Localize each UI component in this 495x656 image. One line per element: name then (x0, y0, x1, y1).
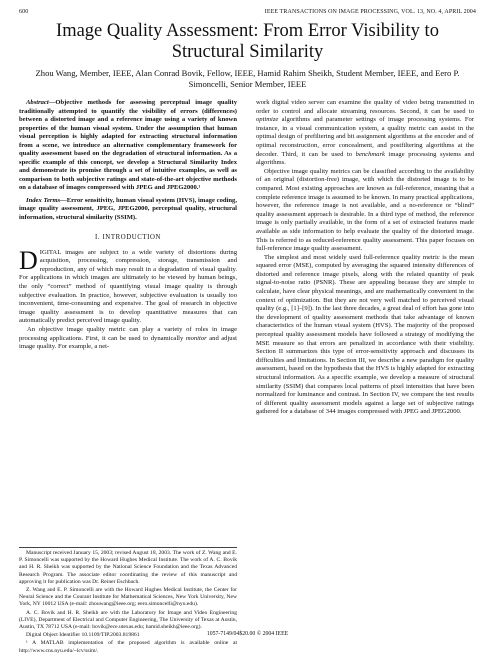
intro-paragraph-1-text: IGITAL images are subject to a wide variety of distortions during acquisition, processing, compression, storage, transmission and reproduction, any of which may result in a degradation of visual quality. For applications in which images are ultimately to be viewed by human beings, the only “correct” method of quantifying visual image quality is through subjective evaluation. In practice, however, subjective evaluation is usually too inconvenient, time-consuming and expensive. The goal of research in objective image quality assessment is to develop quantitative measures that can automatically predict perceived image quality. (19, 248, 237, 325)
index-terms-label: Index Terms— (26, 196, 67, 204)
section-heading-introduction: I. INTRODUCTION (94, 234, 161, 241)
footnote-rule (19, 547, 237, 548)
right-paragraph-2: Objective image quality metrics can be classified according to the availability of an original (distortion-free) image, with which the distorted image is to be compared. Most existing approaches are known as full-reference, meaning that a complete reference image is assumed to be known. In many practical applications, however, the reference image is not available, and a no-reference or “blind” quality assessment approach is desirable. In a third type of method, the reference image is only partially available, in the form of a set of extracted features made available as side information to help evaluate the quality of the distorted image. This is referred to as reduced-reference quality assessment. This paper focuses on full-reference image quality assessment. (256, 167, 474, 253)
author-list: Zhou Wang, Member, IEEE, Alan Conrad Bovik, Fellow, IEEE, Hamid Rahim Sheikh, Student Member, IEEE, and Eero P. Simoncelli, Senior Member, IEEE (35, 68, 460, 89)
index-terms (19, 197, 237, 223)
matlab-footnote: ¹ A MATLAB implementation of the proposed algorithm is available online at http://www.cns.nyu.edu/~lcv/ssim/. (19, 640, 237, 654)
right-paragraph-1: work digital video server can examine the quality of video being transmitted in order to control and allocate streaming resources. Second, it can be used to optimize algorithms and parameter settings of image processing systems. For instance, in a visual communication system, a quality metric can assist in the optimal design of prefiltering and bit assignment algorithms at the encoder and of optimal reconstruction, error concealment, and postfiltering algorithms at the decoder. Third, it can be used to benchmark image processing systems and algorithms. (256, 99, 474, 167)
abstract (19, 99, 237, 193)
running-header (19, 9, 476, 19)
copyright-footer: 1057-7149/04$20.00 © 2004 IEEE (206, 631, 289, 637)
paper-title: Image Quality Assessment: From Error Visibility to Structural Similarity (56, 21, 439, 62)
abstract-label: Abstract— (26, 99, 56, 106)
affiliation-note-1: Z. Wang and E. P. Simoncelli are with the Howard Hughes Medical Institute, the Center for Neural Science and the Courant Institute for Mathematical Sciences, New York University, New York, NY 10012 USA (e-mail: zhouwang@ieee.org; eero.simoncelli@nyu.edu). (19, 587, 237, 608)
intro-paragraph-1 (19, 245, 237, 326)
drop-cap: D (19, 245, 38, 275)
left-column (19, 99, 237, 352)
page-number: 600 (19, 9, 29, 15)
index-terms-text: Error sensitivity, human visual system (HVS), image coding, image quality assessment, JPEG, JPEG2000, perceptual quality, structural information, structural similarity (SSIM). (19, 196, 237, 221)
right-paragraph-3: The simplest and most widely used full-reference quality metric is the mean squared error (MSE), computed by averaging the squared intensity differences of distorted and reference image pixels, along with the related quantity of peak signal-to-noise ratio (PSNR). These are appealing because they are simple to calculate, have clear physical meanings, and are mathematically convenient in the context of optimization. But they are not very well matched to perceived visual quality (e.g., [1]–[9]). In the last three decades, a great deal of effort has gone into the development of quality assessment methods that take advantage of known characteristics of the human visual system (HVS). The majority of the proposed perceptual quality assessment models have followed a strategy of modifying the MSE measure so that errors are penalized in accordance with their visibility. Section II summarizes this type of error-sensitivity approach and discusses its difficulties and limitations. In Section III, we describe a new paradigm for quality assessment, based on the hypothesis that the HVS is highly adapted for extracting structural information. As a specific example, we develop a measure of structural similarity (SSIM) that compares local patterns of pixel intensities that have been normalized for luminance and contrast. In Section IV, we compare the test results of different quality assessment models against a large set of subjective ratings gathered for a database of 344 images compressed with JPEG and JPEG2000. (256, 253, 474, 416)
intro-paragraph-2: An objective image quality metric can play a variety of roles in image processing applications. First, it can be used to dynamically monitor and adjust image quality. For example, a net- (19, 325, 237, 351)
doi-note: Digital Object Identifier 10.1109/TIP.2003.819861 (26, 632, 140, 639)
affiliation-note-2: A. C. Bovik and H. R. Sheikh are with the Laboratory for Image and Video Engineering (LIVE), Department of Electrical and Computer Engineering, The University of Texas at Austin, Austin, TX 78712 USA (e-mail: bovik@ece.utexas.edu; hamid.sheikh@ieee.org). (19, 609, 237, 631)
right-column (256, 99, 474, 417)
abstract-text: Objective methods for assessing perceptual image quality traditionally attempted to quantify the visibility of errors (differences) between a distorted image and a reference image using a variety of known properties of the human visual system. Under the assumption that human visual perception is highly adapted for extracting structural information from a scene, we introduce an alternative complementary framework for quality assessment based on the degradation of structural information. As a specific example of this concept, we develop a Structural Similarity Index and demonstrate its promise through a set of intuitive examples, as well as comparison to both subjective ratings and state-of-the-art objective methods on a database of images compressed with JPEG and JPEG2000.¹ (19, 99, 237, 191)
journal-title: IEEE TRANSACTIONS ON IMAGE PROCESSING, VOL. 13, NO. 4, APRIL 2004 (264, 9, 476, 15)
manuscript-note: Manuscript received January 15, 2003; revised August 18, 2003. The work of Z. Wang and E. P. Simoncelli was supported by the Howard Hughes Medical Institute. The work of A. C. Bovik and H. R. Sheikh was supported by the National Science Foundation and the Texas Advanced Research Program. The associate editor coordinating the review of this manuscript and approving it for publication was Dr. Reiner Eschbach. (19, 550, 237, 585)
